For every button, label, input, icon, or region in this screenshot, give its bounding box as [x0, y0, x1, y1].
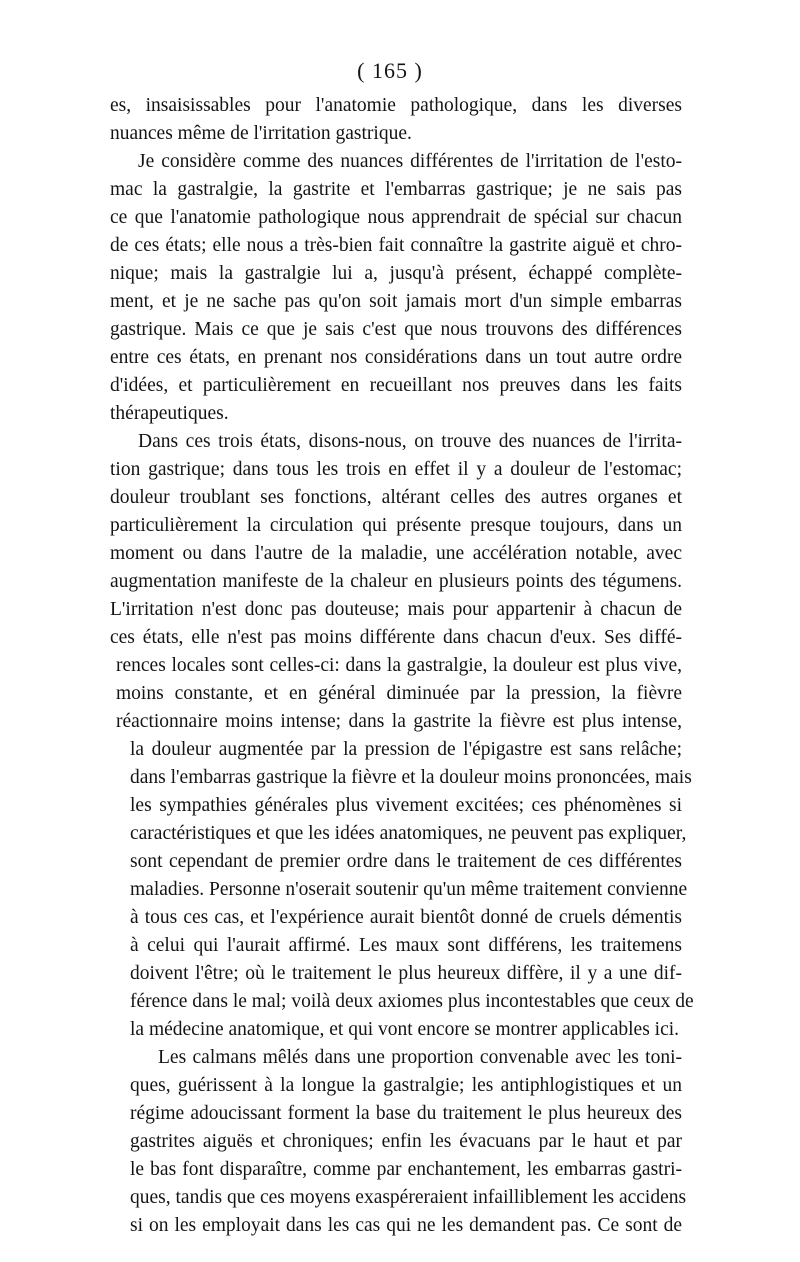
- text-line: entre ces états, en prenant nos considérations dans un tout autre ordre: [110, 347, 682, 368]
- text-line: réactionnaire moins intense; dans la gastrite la fièvre est plus intense,: [116, 711, 682, 732]
- text-line: L'irritation n'est donc pas douteuse; mais pour appartenir à chacun de: [110, 599, 682, 620]
- text-line: maladies. Personne n'oserait soutenir qu'un même traitement convienne: [130, 879, 688, 900]
- text-line: ques, guérissent à la longue la gastralgie; les antiphlogistiques et un: [130, 1075, 682, 1096]
- text-line: mac la gastralgie, la gastrite et l'embarras gastrique; je ne sais pas: [110, 179, 682, 200]
- text-line: nique; mais la gastralgie lui a, jusqu'à présent, échappé complète-: [110, 263, 682, 284]
- text-line: augmentation manifeste de la chaleur en plusieurs points des tégumens.: [110, 571, 682, 592]
- text-line: régime adoucissant forment la base du traitement le plus heureux des: [130, 1103, 682, 1124]
- text-line: le bas font disparaître, comme par enchantement, les embarras gastri-: [130, 1159, 682, 1180]
- page-number: ( 165 ): [357, 58, 423, 83]
- text-line: à celui qui l'aurait affirmé. Les maux sont différens, les traitemens: [130, 935, 682, 956]
- text-line: douleur troublant ses fonctions, altérant celles des autres organes et: [110, 487, 682, 508]
- text-line: es, insaisissables pour l'anatomie pathologique, dans les diverses: [110, 95, 682, 116]
- text-line: moment ou dans l'autre de la maladie, une accélération notable, avec: [110, 543, 682, 564]
- text-line: gastrites aiguës et chroniques; enfin les évacuans par le haut et par: [130, 1131, 682, 1152]
- text-line: la douleur augmentée par la pression de l'épigastre est sans relâche;: [130, 739, 682, 760]
- text-line: nuances même de l'irritation gastrique.: [110, 123, 412, 144]
- text-line: dans l'embarras gastrique la fièvre et la douleur moins prononcées, mais: [130, 767, 692, 788]
- text-line: thérapeutiques.: [110, 403, 229, 424]
- text-line: tion gastrique; dans tous les trois en effet il y a douleur de l'estomac;: [110, 459, 682, 480]
- text-line: Dans ces trois états, disons-nous, on trouve des nuances de l'irrita-: [138, 431, 682, 452]
- text-line: si on les employait dans les cas qui ne les demandent pas. Ce sont de: [130, 1215, 682, 1236]
- text-line: Je considère comme des nuances différentes de l'irritation de l'esto-: [138, 151, 682, 172]
- text-line: moins constante, et en général diminuée par la pression, la fièvre: [116, 683, 682, 704]
- text-line: rences locales sont celles-ci: dans la gastralgie, la douleur est plus vive,: [116, 655, 682, 676]
- body-text: [110, 92, 694, 1240]
- text-line: de ces états; elle nous a très-bien fait connaître la gastrite aiguë et chro-: [110, 235, 682, 256]
- text-line: particulièrement la circulation qui présente presque toujours, dans un: [110, 515, 682, 536]
- text-line: gastrique. Mais ce que je sais c'est que nous trouvons des différences: [110, 319, 682, 340]
- text-line: ce que l'anatomie pathologique nous apprendrait de spécial sur chacun: [110, 207, 682, 228]
- text-line: la médecine anatomique, et qui vont encore se montrer applicables ici.: [130, 1019, 680, 1040]
- text-line: Les calmans mêlés dans une proportion convenable avec les toni-: [158, 1047, 682, 1068]
- text-line: férence dans le mal; voilà deux axiomes plus incontestables que ceux de: [130, 991, 694, 1012]
- text-line: caractéristiques et que les idées anatomiques, ne peuvent pas expliquer,: [130, 823, 687, 844]
- text-line: doivent l'être; où le traitement le plus heureux diffère, il y a une dif-: [130, 963, 682, 984]
- text-line: ces états, elle n'est pas moins différente dans chacun d'eux. Ses diffé-: [110, 627, 682, 648]
- text-line: les sympathies générales plus vivement excitées; ces phénomènes si: [130, 795, 682, 816]
- text-line: ques, tandis que ces moyens exaspéreraient infailliblement les accidens: [130, 1187, 687, 1208]
- text-line: d'idées, et particulièrement en recueillant nos preuves dans les faits: [110, 375, 682, 396]
- text-line: ment, et je ne sache pas qu'on soit jamais mort d'un simple embarras: [110, 291, 682, 312]
- text-line: sont cependant de premier ordre dans le traitement de ces différentes: [130, 851, 682, 872]
- text-line: à tous ces cas, et l'expérience aurait bientôt donné de cruels démentis: [130, 907, 682, 928]
